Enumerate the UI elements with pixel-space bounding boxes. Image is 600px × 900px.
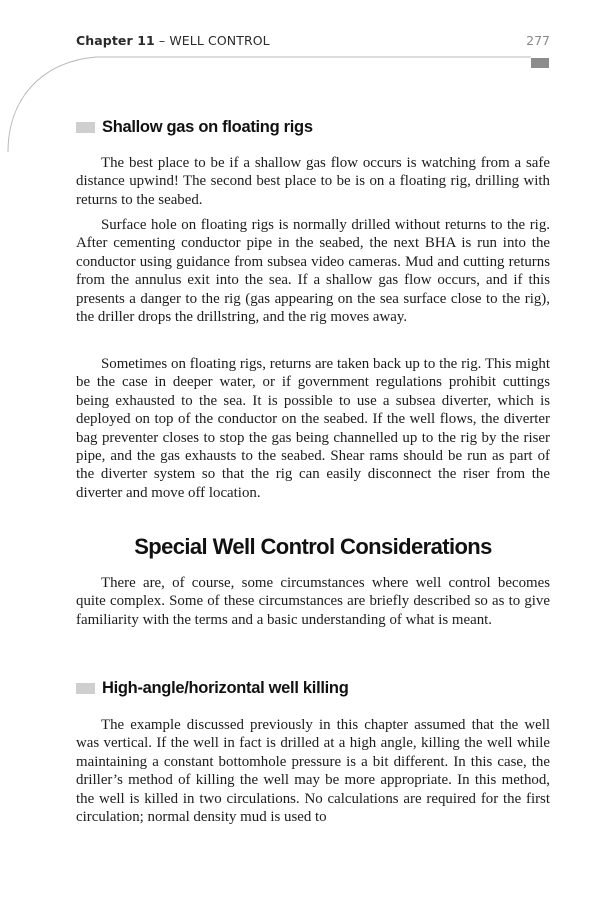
main-heading: Special Well Control Considerations: [134, 534, 492, 559]
paragraph: There are, of course, some circumstances where well control becomes quite complex. Some of these circumstances are briefly described so as to give familiarity with the terms and a basic understanding of what is meant.: [76, 575, 550, 628]
chapter-header: [76, 33, 270, 48]
heading-bar-icon: [76, 683, 95, 694]
chapter-label: Chapter 11: [76, 32, 155, 48]
running-header: [76, 31, 550, 49]
section-heading-high-angle: [76, 679, 348, 698]
chapter-title: – WELL CONTROL: [158, 32, 270, 48]
section-heading-text: High-angle/horizontal well killing: [102, 679, 349, 697]
section-heading-text: Shallow gas on floating rigs: [102, 118, 313, 136]
corner-marker: [531, 58, 549, 68]
paragraph: Surface hole on floating rigs is normally drilled without returns to the rig. After cementing conductor pipe in the seabed, the next BHA is run into the conductor using guidance from subsea video cameras. Mud and cutting returns from the annulus exit into the sea. If a shallow gas flow occurs, and if this presents a danger to the rig (gas appearing on the sea surface close to the rig), the driller drops the drillstring, and the rig moves away.: [76, 217, 550, 326]
page-number: 277: [526, 32, 550, 48]
paragraph: The best place to be if a shallow gas flow occurs is watching from a safe distance upwind! The second best place to be is on a floating rig, drilling with returns to the seabed.: [76, 155, 550, 208]
section-heading-shallow-gas: [76, 118, 313, 137]
paragraph: The example discussed previously in this chapter assumed that the well was vertical. If the well in fact is drilled at a high angle, killing the well while maintaining a constant bottomhole pressure is a bit different. In this case, the driller’s method of killing the well may be more appropriate. In this method, the well is killed in two circulations. No calculations are required for the first circulation; normal density mud is used to: [76, 717, 550, 826]
paragraph: Sometimes on floating rigs, returns are taken back up to the rig. This might be the case in deeper water, or if government regulations prohibit cuttings being exhausted to the sea. It is possible to use a subsea diverter, which is deployed on top of the conductor on the seabed. If the well flows, the diverter bag preventer closes to stop the gas being channelled up to the rig by the riser pipe, and the gas exhausts to the seabed. Shear rams should be run as part of the diverter system so that the rig can easily disconnect the riser from the diverter and move off location.: [76, 356, 550, 501]
heading-bar-icon: [76, 122, 95, 133]
